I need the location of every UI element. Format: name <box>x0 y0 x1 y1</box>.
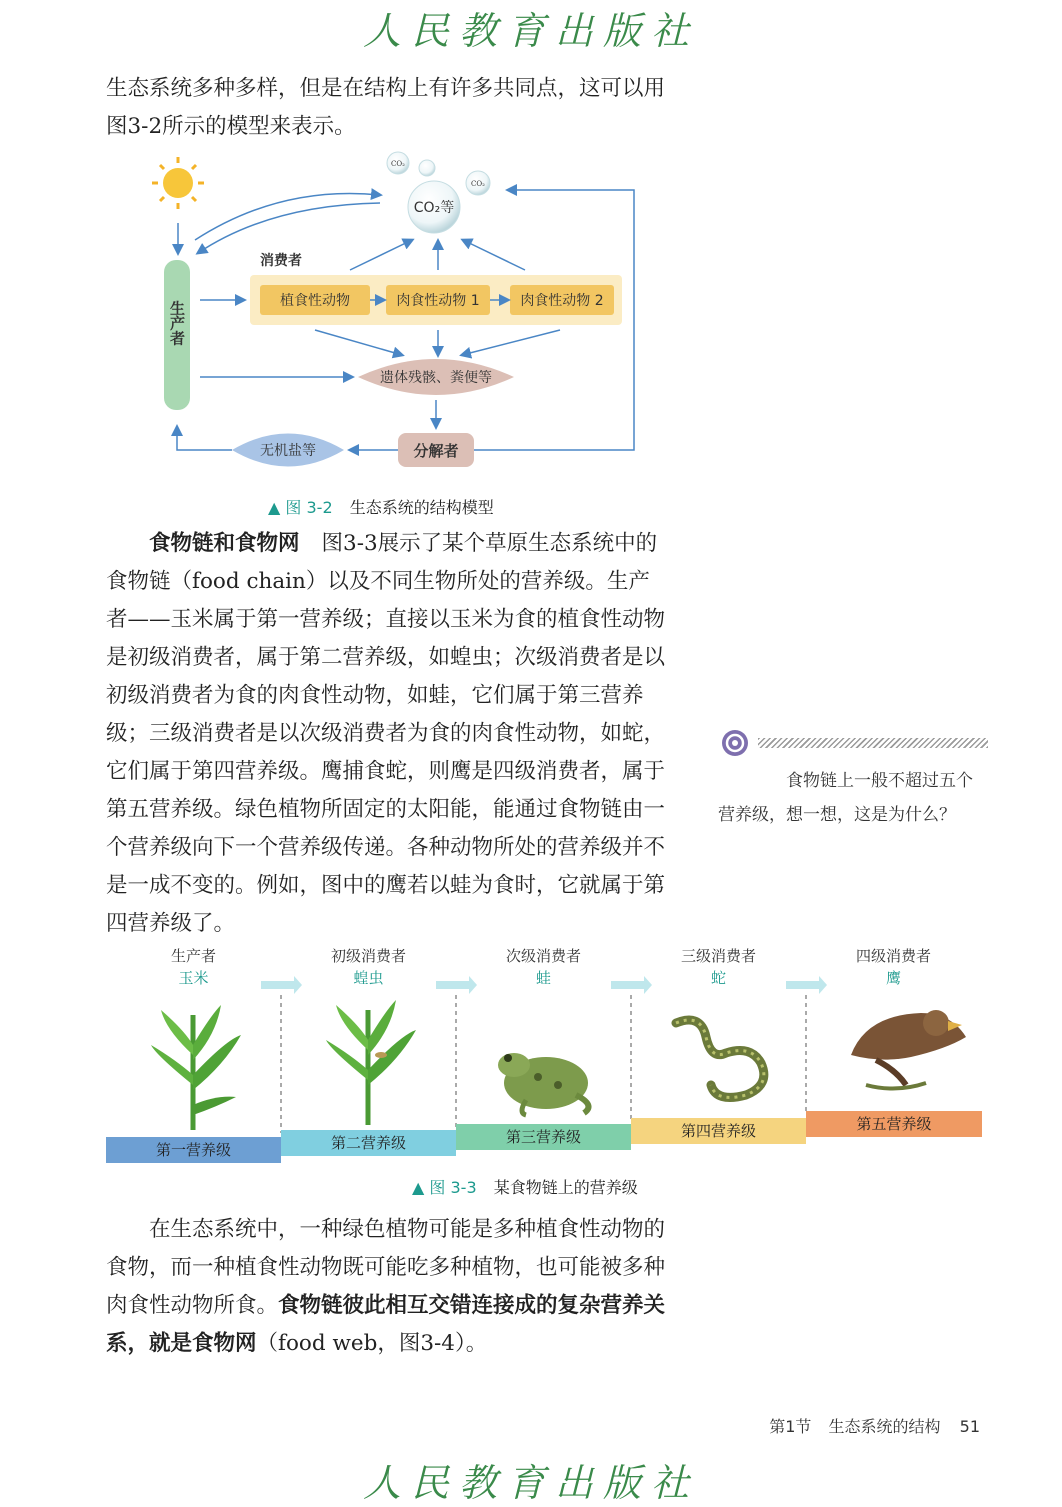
section-heading: 食物链和食物网 <box>149 531 300 556</box>
food-web-text: 在生态系统中，一种绿色植物可能是多种植食性动物的食物，而一种植食性动物既可能吃多种植物，也可能被多种肉食性动物所食。 <box>106 1217 666 1318</box>
side-note-rule <box>758 738 988 748</box>
trophic-level-bar: 第五营养级 <box>806 1111 982 1137</box>
caption-number: 图 3-2 <box>285 498 333 517</box>
publisher-watermark-top: 人民教育出版社 <box>362 9 699 53</box>
question-icon <box>718 728 988 758</box>
corn-with-locust-image <box>326 1000 416 1125</box>
figure-3-2-caption <box>268 495 494 518</box>
caption-triangle-icon: ▲ <box>268 498 281 517</box>
sun-icon <box>152 157 204 209</box>
corn-plant-image <box>151 1005 241 1130</box>
chain-organism: 蝗虫 <box>353 969 384 987</box>
chain-role: 初级消费者 <box>330 947 406 965</box>
caption-text: 生态系统的结构模型 <box>349 498 494 517</box>
co2-small-label-2: CO₂ <box>471 180 485 188</box>
intro-paragraph: 生态系统多种多样，但是在结构上有许多共同点，这可以用图3-2所示的模型来表示。 <box>106 76 666 139</box>
trophic-level-bar: 第三营养级 <box>456 1124 631 1150</box>
food-web-definition: 食物链彼此相互交错连接成的复杂营养关系，就是食物网 <box>106 1293 666 1356</box>
food-web-reference: （food web，图3-4）。 <box>256 1331 488 1356</box>
side-note-text: 食物链上一般不超过五个营养级，想一想，这是为什么？ <box>718 771 973 825</box>
trophic-level-bar: 第一营养级 <box>106 1137 281 1163</box>
caption-triangle-icon: ▲ <box>412 1178 425 1197</box>
producer-label: 生产者 <box>168 300 186 346</box>
flow-arrow-icons <box>261 976 827 994</box>
side-note <box>718 728 988 832</box>
caption-number: 图 3-3 <box>429 1178 477 1197</box>
ecosystem-structure-diagram <box>140 145 650 485</box>
footer-title: 生态系统的结构 <box>828 1417 941 1436</box>
chain-role: 三级消费者 <box>680 947 756 965</box>
caption-text: 某食物链上的营养级 <box>493 1178 638 1197</box>
page-number: 51 <box>959 1417 980 1436</box>
chain-role: 次级消费者 <box>505 947 581 965</box>
minerals-label: 无机盐等 <box>260 443 316 459</box>
food-chain-figure <box>106 945 982 1170</box>
locust-icon <box>375 1052 387 1058</box>
section-body: 图3-3展示了某个草原生态系统中的食物链（food chain）以及不同生物所处的营养级。生产者——玉米属于第一营养级；直接以玉米为食的植食性动物是初级消费者，属于第二营养级，如蝗虫；次级消费者是以初级消费者为食的肉食性动物，如蛙，它们属于第三营养级；三级消费者是以次级消费者为食的肉食性动物，如蛇，它们属于第四营养级。鹰捕食蛇，则鹰是四级消费者，属于第五营养级。绿色植物所固定的太阳能，能通过食物链由一个营养级向下一个营养级传递。各种动物所处的营养级并不是一成不变的。例如，图中的鹰若以蛙为食时，它就属于第四营养级了。 <box>106 531 666 936</box>
chain-organism: 鹰 <box>885 969 901 987</box>
decomposer-label: 分解者 <box>413 442 459 460</box>
eagle-image <box>851 1010 966 1089</box>
frog-image <box>498 1053 589 1115</box>
publisher-watermark-bottom: 人民教育出版社 <box>362 1461 699 1505</box>
chain-role: 四级消费者 <box>855 947 931 965</box>
trophic-level-bar: 第四营养级 <box>631 1118 806 1144</box>
consumers-label: 消费者 <box>260 253 302 269</box>
figure-3-3-caption <box>412 1175 638 1198</box>
carnivore1-label: 肉食性动物 1 <box>396 293 480 309</box>
chain-organism: 蛇 <box>710 969 726 987</box>
herbivore-label: 植食性动物 <box>280 293 350 309</box>
co2-small-label-1: CO₂ <box>391 160 405 168</box>
footer-section: 第1节 <box>769 1417 812 1436</box>
food-chain-paragraph <box>106 525 666 943</box>
page-footer <box>769 1414 980 1437</box>
chain-organism: 玉米 <box>178 969 209 987</box>
chain-role: 生产者 <box>170 947 216 965</box>
trophic-level-bar: 第二营养级 <box>281 1130 456 1156</box>
co2-main-label: CO₂等 <box>413 200 455 216</box>
carnivore2-label: 肉食性动物 2 <box>520 293 604 309</box>
snake-image <box>676 1020 764 1097</box>
remains-label: 遗体残骸、粪便等 <box>380 370 492 386</box>
food-web-paragraph <box>106 1211 666 1363</box>
chain-organism: 蛙 <box>535 969 551 987</box>
